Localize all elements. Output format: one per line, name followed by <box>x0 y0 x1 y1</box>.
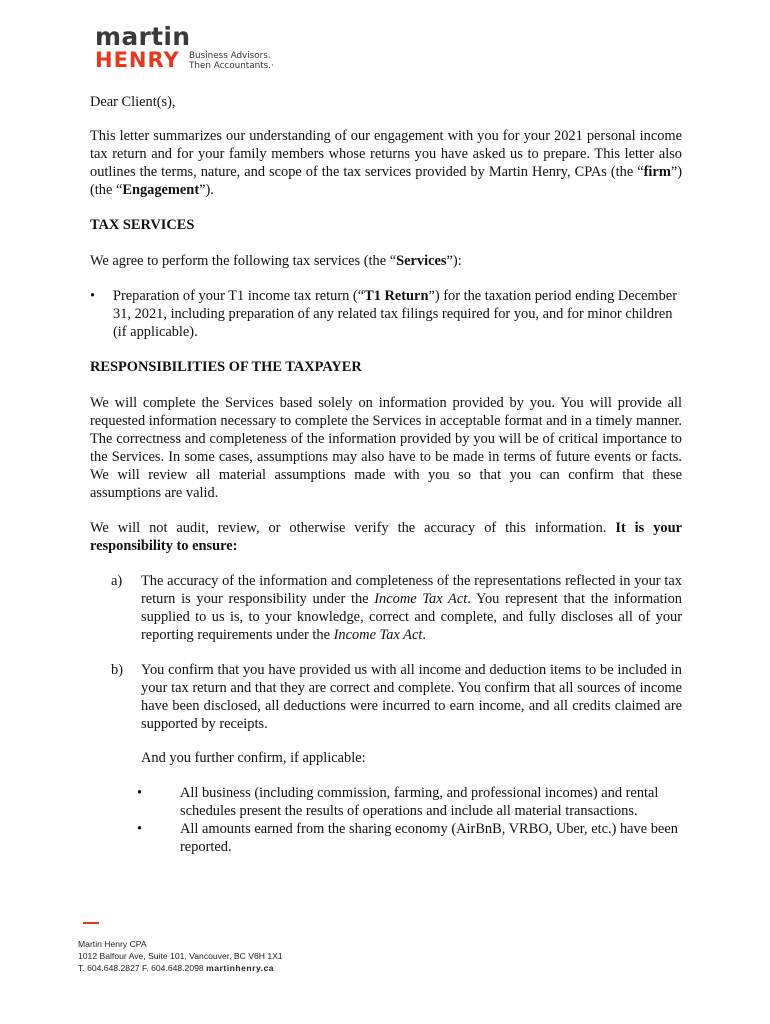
services-intro-end: ”): <box>446 253 462 269</box>
list-item-b <box>90 661 682 733</box>
footer-company-name: Martin Henry CPA <box>78 939 147 949</box>
footer <box>78 938 283 974</box>
services-bullet-text <box>113 287 682 341</box>
services-intro-bold: Services <box>396 253 447 269</box>
heading-tax-services: TAX SERVICES <box>90 217 195 233</box>
intro-end: ”). <box>199 182 214 198</box>
logo-tagline-1: Business Advisors. <box>189 51 271 61</box>
services-intro <box>90 252 682 270</box>
intro-engagement: Engagement <box>122 182 200 198</box>
sub-bullet-text: All business (including commission, farming, and professional incomes) and rental schedules present the results of operations and include all material transactions. <box>180 785 659 819</box>
logo-henry-text: HENRY <box>95 48 180 72</box>
letter-body <box>90 93 682 856</box>
item-a-act1: Income Tax Act <box>374 591 468 607</box>
bullet-mark: • <box>90 288 96 304</box>
list-text-a <box>141 572 682 644</box>
services-bullet-bold: T1 Return <box>364 288 429 304</box>
footer-address: 1012 Balfour Ave, Suite 101, Vancouver, BC V6H 1X1 <box>78 951 283 961</box>
footer-phones: T. 604.648.2827 F. 604.648.2098 <box>78 963 204 973</box>
item-a-part3: . <box>422 627 426 643</box>
services-bullet-item <box>90 287 682 341</box>
logo-tagline-2: Then Accountants.· <box>189 61 274 71</box>
audit-text: We will not audit, review, or otherwise verify the accuracy of this information. <box>90 520 616 536</box>
sub-bullet-item <box>137 784 682 820</box>
item-a-part1: The accuracy of the information and completeness of the representations reflected in your tax return is your responsibility under the <box>141 573 682 607</box>
footer-divider <box>83 922 99 924</box>
audit-paragraph <box>90 519 682 555</box>
sub-bullet-mark: • <box>137 821 143 837</box>
sub-bullet-mark: • <box>137 785 143 801</box>
sub-bullet-item <box>137 820 682 856</box>
list-mark-b: b) <box>111 662 123 678</box>
further-confirm: And you further confirm, if applicable: <box>141 750 366 766</box>
services-bullet-pre: Preparation of your T1 income tax return (“ <box>113 288 365 304</box>
footer-website-link[interactable]: martinhenry.ca <box>206 963 275 973</box>
sub-bullet-text: All amounts earned from the sharing economy (AirBnB, VRBO, Uber, etc.) have been reported. <box>180 821 678 855</box>
list-item-a <box>90 572 682 644</box>
intro-mid: ”) (the “ <box>90 164 682 198</box>
audit-bold: It is your responsibility to ensure: <box>90 520 682 554</box>
intro-text: This letter summarizes our understanding of our engagement with you for your 2021 personal income tax return and for your family members whose returns you have asked us to prepare. This letter also outlines the terms, nature, and scope of the tax services provided by Martin Henry, CPAs (the “ <box>90 128 682 180</box>
footer-contact <box>78 962 283 974</box>
heading-responsibilities: RESPONSIBILITIES OF THE TAXPAYER <box>90 359 362 375</box>
logo-martin-text: martin <box>95 22 191 51</box>
list-mark-a: a) <box>111 573 123 589</box>
services-intro-text: We agree to perform the following tax services (the “ <box>90 253 397 269</box>
intro-paragraph <box>90 127 682 199</box>
item-a-part2: . You represent that the information supplied to us is, to your knowledge, correct and complete, and fully discloses all of your reporting requirements under the <box>141 591 682 643</box>
intro-firm: firm <box>643 164 671 180</box>
responsibilities-paragraph: We will complete the Services based solely on information provided by you. You will provide all requested information necessary to complete the Services in acceptable format and in a timely manner. The correctness and completeness of the information provided by you will be of critical importance to the Services. In some cases, assumptions may also have to be made in terms of future events or facts. We will review all material assumptions made with you so that you can confirm that these assumptions are valid. <box>90 395 682 501</box>
company-logo <box>95 24 295 72</box>
greeting: Dear Client(s), <box>90 94 176 110</box>
list-text-b: You confirm that you have provided us with all income and deduction items to be included in your tax return and that they are correct and complete. You confirm that all sources of income have been disclosed, all deductions were incurred to earn income, and all credits claimed are supported by receipts. <box>141 662 682 732</box>
services-bullet-post: ”) for the taxation period ending December 31, 2021, including preparation of any related tax filings required for you, and for minor children (if applicable). <box>113 288 677 340</box>
item-a-act2: Income Tax Act <box>333 627 423 643</box>
